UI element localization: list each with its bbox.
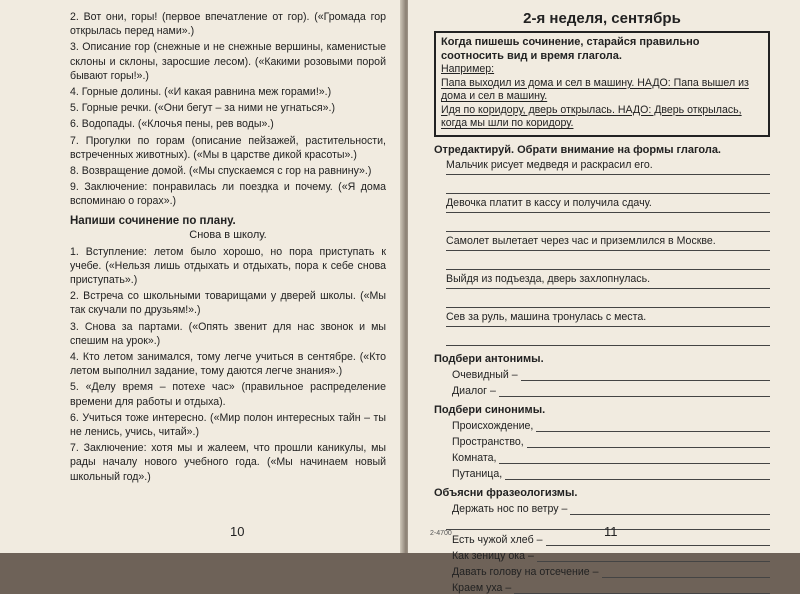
antonyms-title: Подбери антонимы. — [434, 352, 544, 365]
phrase-row[interactable] — [452, 546, 770, 562]
antonym-row[interactable] — [452, 365, 770, 381]
synonym-word: Пространство, — [452, 435, 524, 448]
plan-items — [70, 245, 386, 484]
answer-line[interactable] — [499, 385, 770, 397]
synonyms-title: Подбери синонимы. — [434, 403, 546, 416]
answer-line[interactable] — [536, 420, 770, 432]
phrase-text: Краем уха – — [452, 581, 512, 594]
answer-line[interactable] — [514, 582, 770, 594]
synonym-row[interactable] — [452, 432, 770, 448]
list-item: 7. Заключение: хотя мы и жалеем, что прошли каникулы, мы рады началу нового учебного года. («Мы начинаем новый школьный год».) — [70, 442, 386, 483]
answer-line[interactable] — [546, 534, 771, 546]
answer-line[interactable] — [446, 213, 770, 232]
edit-sentence: Самолет вылетает через час и приземлился в Москве. — [446, 232, 770, 251]
plan-heading: Напиши сочинение по плану. — [70, 214, 236, 227]
plan-title: Снова в школу. — [189, 228, 267, 241]
answer-line[interactable] — [537, 550, 770, 562]
answer-line[interactable] — [446, 327, 770, 346]
phrase-row[interactable] — [452, 578, 770, 594]
phrase-text: Есть чужой хлеб – — [452, 533, 543, 546]
edit-sentence: Сев за руль, машина тронулась с места. — [446, 308, 770, 327]
plan-items-top — [70, 10, 386, 209]
left-page — [0, 0, 404, 553]
phrase-text: Как зеницу ока – — [452, 549, 534, 562]
week-title: 2-я неделя, сентябрь — [523, 10, 681, 27]
answer-line[interactable] — [602, 566, 771, 578]
list-item: 3. Снова за партами. («Опять звенит для нас звонок и мы спешим на урок».) — [70, 320, 386, 347]
answer-line[interactable] — [527, 436, 770, 448]
list-item: 2. Вот они, горы! (первое впечатление от гор). («Громада гор открылась перед нами».) — [70, 11, 386, 38]
list-item: 3. Описание гор (снежные и не снежные вершины, каменистые склоны и склоны, заросшие лесом). («Какими розовыми порой бывают горы!».) — [70, 41, 386, 82]
answer-line[interactable] — [570, 503, 770, 515]
synonym-row[interactable] — [452, 448, 770, 464]
edit-title: Отредактируй. Обрати внимание на формы глагола. — [434, 143, 721, 156]
answer-line[interactable] — [446, 289, 770, 308]
answer-line[interactable] — [446, 175, 770, 194]
list-item: 8. Возвращение домой. («Мы спускаемся с гор на равнину».) — [70, 165, 372, 178]
example-label: Например: — [441, 63, 495, 75]
synonym-row[interactable] — [452, 464, 770, 480]
synonym-word: Комната, — [452, 451, 497, 464]
answer-line[interactable] — [505, 468, 770, 480]
list-item: 4. Горные долины. («И какая равнина меж горами!».) — [70, 86, 332, 99]
phrase-text: Держать нос по ветру – — [452, 502, 568, 515]
answer-line[interactable] — [446, 251, 770, 270]
edit-sentence: Мальчик рисует медведя и раскрасил его. — [446, 156, 770, 175]
edit-sentence: Выйдя из подъезда, дверь захлопнулась. — [446, 270, 770, 289]
list-item: 6. Учиться тоже интересно. («Мир полон интересных тайн – ты не ленись, учись, читай».) — [70, 411, 386, 439]
answer-line[interactable] — [499, 452, 770, 464]
page-number: 10 — [230, 524, 245, 539]
phrase-text: Давать голову на отсечение – — [452, 565, 599, 578]
list-item: 6. Водопады. («Клочья пены, рев воды».) — [70, 118, 274, 131]
phrase-row[interactable] — [452, 499, 770, 515]
right-page — [408, 0, 800, 594]
list-item: 1. Вступление: летом было хорошо, но пора приступать к учебе. («Нельзя лишь отдыхать и отдыхать, пора к себе снова приступать».) — [70, 245, 386, 287]
list-item: 5. «Делу время – потехе час» (правильное распределение времени для работы и отдыха). — [70, 381, 386, 408]
example-line: Идя по коридору, дверь открылась. НАДО: Дверь открылась, когда мы шли по коридору. — [441, 103, 742, 129]
rule-text: Когда пишешь сочинение, старайся правильно соотносить вид и время глагола. — [441, 36, 700, 62]
list-item: 7. Прогулки по горам (описание пейзажей, растительности, встреченных животных). («Мы в царстве дикой красоты».) — [70, 134, 386, 161]
print-code: 2-4700 — [430, 530, 452, 537]
list-item: 2. Встреча со школьными товарищами у дверей школы. («Мы так скучали по друзьям!».) — [70, 290, 386, 317]
example-line: Папа выходил из дома и сел в машину. НАДО: Папа вышел из дома и сел в машину. — [441, 76, 749, 102]
synonym-word: Происхождение, — [452, 419, 534, 432]
antonym-row[interactable] — [452, 381, 770, 397]
list-item: 9. Заключение: понравилась ли поездка и почему. («Я дома вспоминаю о горах».) — [70, 181, 386, 208]
page-number: 11 — [604, 524, 618, 539]
synonym-word: Путаница, — [452, 467, 503, 480]
list-item: 4. Кто летом занимался, тому легче учиться в сентябре. («Кто летом выполнил задание, тому даются легче знания».) — [70, 351, 386, 378]
antonym-word: Диалог – — [452, 384, 496, 397]
synonym-row[interactable] — [452, 416, 770, 432]
rule-box — [434, 31, 770, 137]
phrases-title: Объясни фразеологизмы. — [434, 486, 578, 499]
antonym-word: Очевидный – — [452, 368, 518, 381]
answer-line[interactable] — [521, 369, 770, 381]
list-item: 5. Горные речки. («Они бегут – за ними не угнаться».) — [70, 102, 336, 115]
edit-sentence: Девочка платит в кассу и получила сдачу. — [446, 194, 770, 213]
phrase-row[interactable] — [452, 562, 770, 578]
